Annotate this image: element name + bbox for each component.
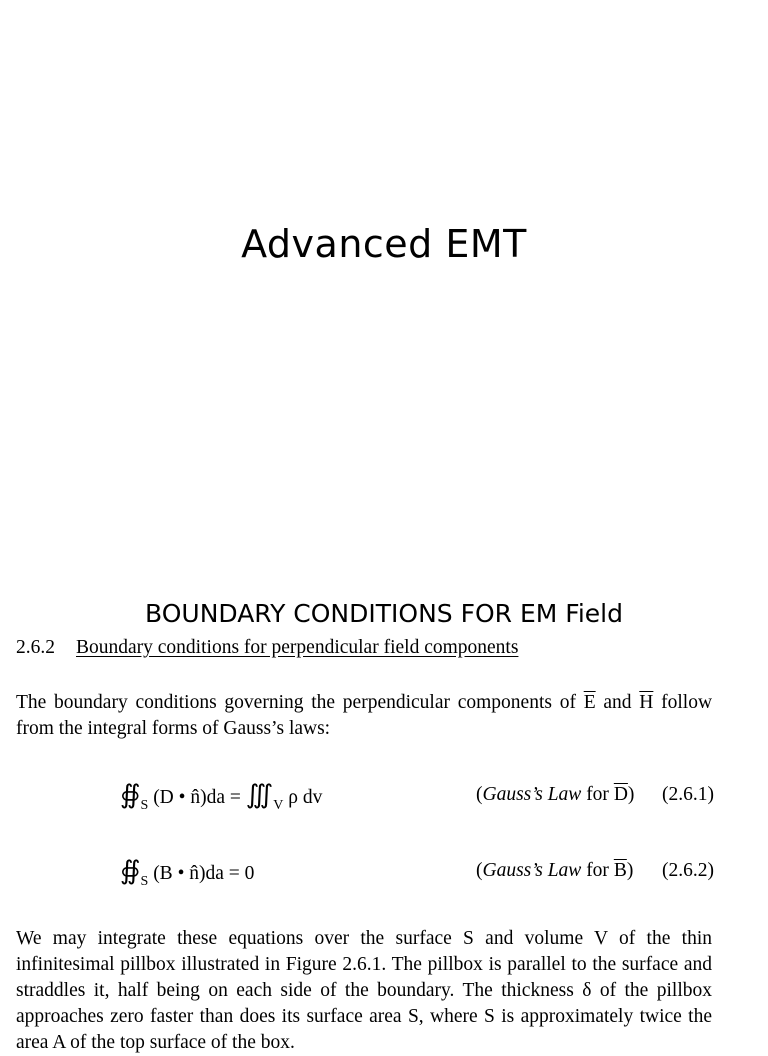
surface-subscript: S <box>140 798 149 813</box>
equation-number: (2.6.1) <box>662 784 714 805</box>
h-field-symbol: $\overline{H}$ <box>639 692 654 713</box>
law-for: for <box>586 784 609 805</box>
equation-expression <box>120 782 322 813</box>
intro-text-part2: follow from the integral forms of Gauss’s laws: <box>16 692 713 739</box>
e-field-symbol: $\overline{E}$ <box>583 692 596 713</box>
law-name: Gauss’s Law <box>482 784 582 805</box>
intro-text-part1: The boundary conditions governing the perpendicular components of <box>16 692 576 713</box>
equation-2-6-2 <box>0 850 768 896</box>
b-field-symbol: $\overline{B}$ <box>613 860 627 881</box>
d-field-symbol: $\overline{D}$ <box>613 784 628 805</box>
law-open-paren: ( <box>476 784 483 805</box>
equation-expression <box>120 858 254 889</box>
volume-integral-symbol: ∭ <box>245 780 274 809</box>
law-close-paren: ) <box>627 784 635 805</box>
equation-rhs: ρ dv <box>288 787 323 808</box>
law-close-paren: ) <box>626 860 634 881</box>
intro-paragraph <box>16 690 712 742</box>
equation-lhs: (D • n̂)da = <box>153 787 241 808</box>
equation-number: (2.6.2) <box>662 860 714 881</box>
law-open-paren: ( <box>476 860 483 881</box>
law-for: for <box>586 860 609 881</box>
equation-law-label <box>476 858 633 884</box>
closed-surface-integral-symbol: ∯ <box>120 856 141 885</box>
law-name: Gauss’s Law <box>482 860 582 881</box>
section-title: Boundary conditions for perpendicular field components <box>76 637 519 658</box>
intro-and: and <box>603 692 632 713</box>
section-number: 2.6.2 <box>16 637 55 658</box>
volume-subscript: V <box>273 798 284 813</box>
body-paragraph: We may integrate these equations over the surface S and volume V of the thin infinitesimal pillbox illustrated in Figure 2.6.1. The pillbox is parallel to the surface and straddles it, half being on each side of the boundary. The thickness δ of the pillbox approaches zero faster than does its surface area S, where S is approximately twice the area A of the top surface of the box. <box>16 928 712 1053</box>
section-heading <box>16 634 518 662</box>
slide-title: Advanced EMT <box>241 222 527 266</box>
surface-subscript: S <box>140 874 149 889</box>
equation-law-label <box>476 782 634 808</box>
closed-surface-integral-symbol: ∯ <box>120 780 141 809</box>
equation-lhs: (B • n̂)da = 0 <box>153 863 255 884</box>
equation-2-6-1 <box>0 774 768 820</box>
slide-subtitle: BOUNDARY CONDITIONS FOR EM Field <box>145 599 623 628</box>
